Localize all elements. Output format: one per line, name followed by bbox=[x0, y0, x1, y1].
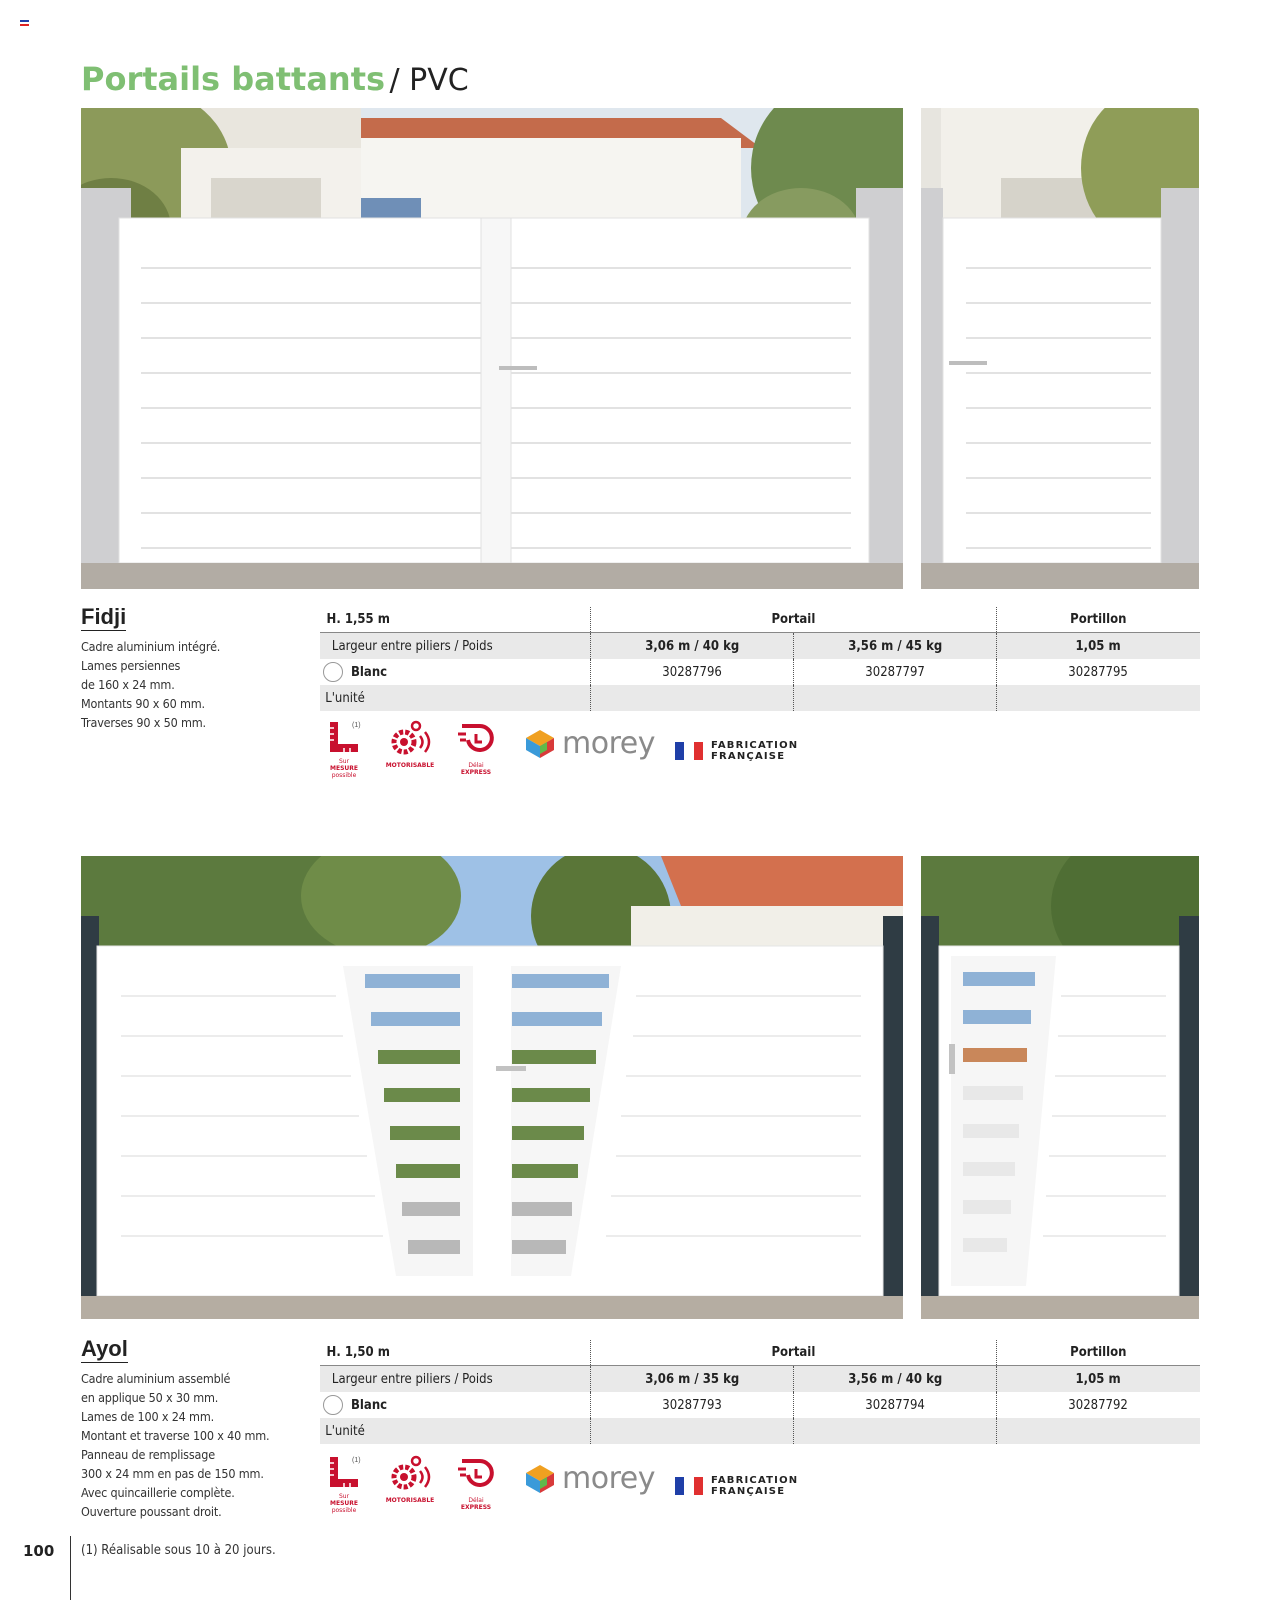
fabrication-text: FRANÇAISE bbox=[710, 1486, 786, 1497]
badge-text: EXPRESS bbox=[460, 769, 492, 776]
ayol-description bbox=[81, 1336, 306, 1521]
badge-text: MESURE bbox=[330, 765, 358, 772]
table-row bbox=[320, 659, 1200, 685]
unit-label: L'unité bbox=[325, 690, 365, 706]
badge-text: Délai bbox=[468, 1497, 484, 1504]
badge-text: possible bbox=[331, 772, 357, 779]
gear-motor-icon bbox=[386, 1455, 434, 1495]
ayol-spec-table bbox=[320, 1340, 1200, 1444]
width-value: 1,05 m bbox=[1075, 638, 1121, 654]
fidji-spec-table bbox=[320, 607, 1200, 711]
color-swatch-white bbox=[323, 1395, 343, 1415]
product-name: Fidji bbox=[81, 604, 127, 629]
product-code: 30287793 bbox=[662, 1397, 722, 1413]
fidji-portillon-photo bbox=[921, 108, 1199, 589]
badge-text: MOTORISABLE bbox=[385, 1497, 435, 1504]
french-flag-icon bbox=[675, 742, 703, 760]
portail-label: Portail bbox=[771, 1345, 816, 1360]
morey-brand-name: morey bbox=[562, 1461, 655, 1496]
portail-label: Portail bbox=[771, 612, 816, 627]
product-code: 30287794 bbox=[865, 1397, 925, 1413]
product-name: Ayol bbox=[81, 1336, 128, 1361]
badge-text: Sur bbox=[338, 1493, 350, 1500]
footer-divider bbox=[70, 1536, 71, 1600]
express-clock-icon bbox=[456, 720, 496, 760]
morey-cube-icon bbox=[524, 728, 556, 760]
morey-cube-icon bbox=[524, 1463, 556, 1495]
fabrication-text: FRANÇAISE bbox=[710, 751, 786, 762]
width-value: 3,06 m / 35 kg bbox=[644, 1371, 740, 1387]
table-row bbox=[320, 1392, 1200, 1418]
sur-mesure-badge bbox=[318, 1455, 370, 1514]
desc-line: 300 x 24 mm en pas de 150 mm. bbox=[81, 1466, 264, 1481]
table-header-row bbox=[320, 607, 1200, 633]
desc-line: Ouverture poussant droit. bbox=[81, 1504, 222, 1519]
morey-logo bbox=[524, 1463, 655, 1495]
express-clock-icon bbox=[456, 1455, 496, 1495]
desc-line: Montants 90 x 60 mm. bbox=[81, 696, 205, 711]
color-label: Blanc bbox=[351, 664, 388, 680]
desc-line: Avec quincaillerie complète. bbox=[81, 1485, 235, 1500]
table-row bbox=[320, 633, 1200, 659]
desc-line: Traverses 90 x 50 mm. bbox=[81, 715, 206, 730]
width-value: 3,56 m / 40 kg bbox=[847, 1371, 943, 1387]
page-title-main: Portails battants bbox=[81, 60, 386, 98]
width-value: 3,56 m / 45 kg bbox=[847, 638, 943, 654]
page-number: 100 bbox=[23, 1542, 55, 1560]
fabrication-text: FABRICATION bbox=[710, 1475, 799, 1486]
table-row bbox=[320, 1366, 1200, 1392]
motorisable-badge bbox=[384, 720, 436, 769]
motorisable-badge bbox=[384, 1455, 436, 1504]
ayol-portail-photo bbox=[81, 856, 903, 1319]
height-label: H. 1,55 m bbox=[326, 612, 390, 627]
fidji-portail-photo bbox=[81, 108, 903, 589]
portillon-label: Portillon bbox=[1069, 612, 1127, 627]
badge-text: EXPRESS bbox=[460, 1504, 492, 1511]
product-code: 30287795 bbox=[1068, 664, 1128, 680]
badge-text: Sur bbox=[338, 758, 350, 765]
delai-express-badge bbox=[450, 720, 502, 776]
portillon-label: Portillon bbox=[1069, 1345, 1127, 1360]
footnote: (1) Réalisable sous 10 à 20 jours. bbox=[81, 1543, 276, 1558]
badge-text: MOTORISABLE bbox=[385, 762, 435, 769]
desc-line: Lames persiennes bbox=[81, 658, 181, 673]
badge-footnote-ref: (1) bbox=[352, 722, 361, 729]
product-code: 30287792 bbox=[1068, 1397, 1128, 1413]
page-title-sub: / PVC bbox=[389, 63, 469, 98]
sur-mesure-badge bbox=[318, 720, 370, 779]
width-value: 1,05 m bbox=[1075, 1371, 1121, 1387]
french-flag-icon bbox=[675, 1477, 703, 1495]
desc-line: en applique 50 x 30 mm. bbox=[81, 1390, 219, 1405]
badge-text: possible bbox=[331, 1507, 357, 1514]
morey-logo bbox=[524, 728, 655, 760]
height-label: H. 1,50 m bbox=[326, 1345, 390, 1360]
corner-flag-mark bbox=[20, 20, 29, 26]
badge-text: Délai bbox=[468, 762, 484, 769]
table-row bbox=[320, 685, 1200, 711]
badge-text: MESURE bbox=[330, 1500, 358, 1507]
desc-line: Lames de 100 x 24 mm. bbox=[81, 1409, 215, 1424]
desc-line: de 160 x 24 mm. bbox=[81, 677, 175, 692]
unit-label: L'unité bbox=[325, 1423, 365, 1439]
desc-line: Cadre aluminium assemblé bbox=[81, 1371, 231, 1386]
fabrication-text: FABRICATION bbox=[710, 740, 799, 751]
delai-express-badge bbox=[450, 1455, 502, 1511]
desc-line: Panneau de remplissage bbox=[81, 1447, 215, 1462]
fabrication-francaise-label bbox=[675, 1475, 798, 1497]
page-title bbox=[81, 60, 469, 100]
morey-brand-name: morey bbox=[562, 726, 655, 761]
width-label: Largeur entre piliers / Poids bbox=[331, 638, 493, 654]
desc-line: Cadre aluminium intégré. bbox=[81, 639, 221, 654]
fidji-badges bbox=[318, 720, 798, 788]
fabrication-francaise-label bbox=[675, 740, 798, 762]
gear-motor-icon bbox=[386, 720, 434, 760]
ayol-badges bbox=[318, 1455, 798, 1523]
width-value: 3,06 m / 40 kg bbox=[644, 638, 740, 654]
product-code: 30287796 bbox=[662, 664, 722, 680]
ayol-portillon-photo bbox=[921, 856, 1199, 1319]
color-label: Blanc bbox=[351, 1397, 388, 1413]
badge-footnote-ref: (1) bbox=[352, 1457, 361, 1464]
color-swatch-white bbox=[323, 662, 343, 682]
product-code: 30287797 bbox=[865, 664, 925, 680]
desc-line: Montant et traverse 100 x 40 mm. bbox=[81, 1428, 270, 1443]
fidji-description bbox=[81, 604, 306, 732]
table-row bbox=[320, 1418, 1200, 1444]
width-label: Largeur entre piliers / Poids bbox=[331, 1371, 493, 1387]
table-header-row bbox=[320, 1340, 1200, 1366]
